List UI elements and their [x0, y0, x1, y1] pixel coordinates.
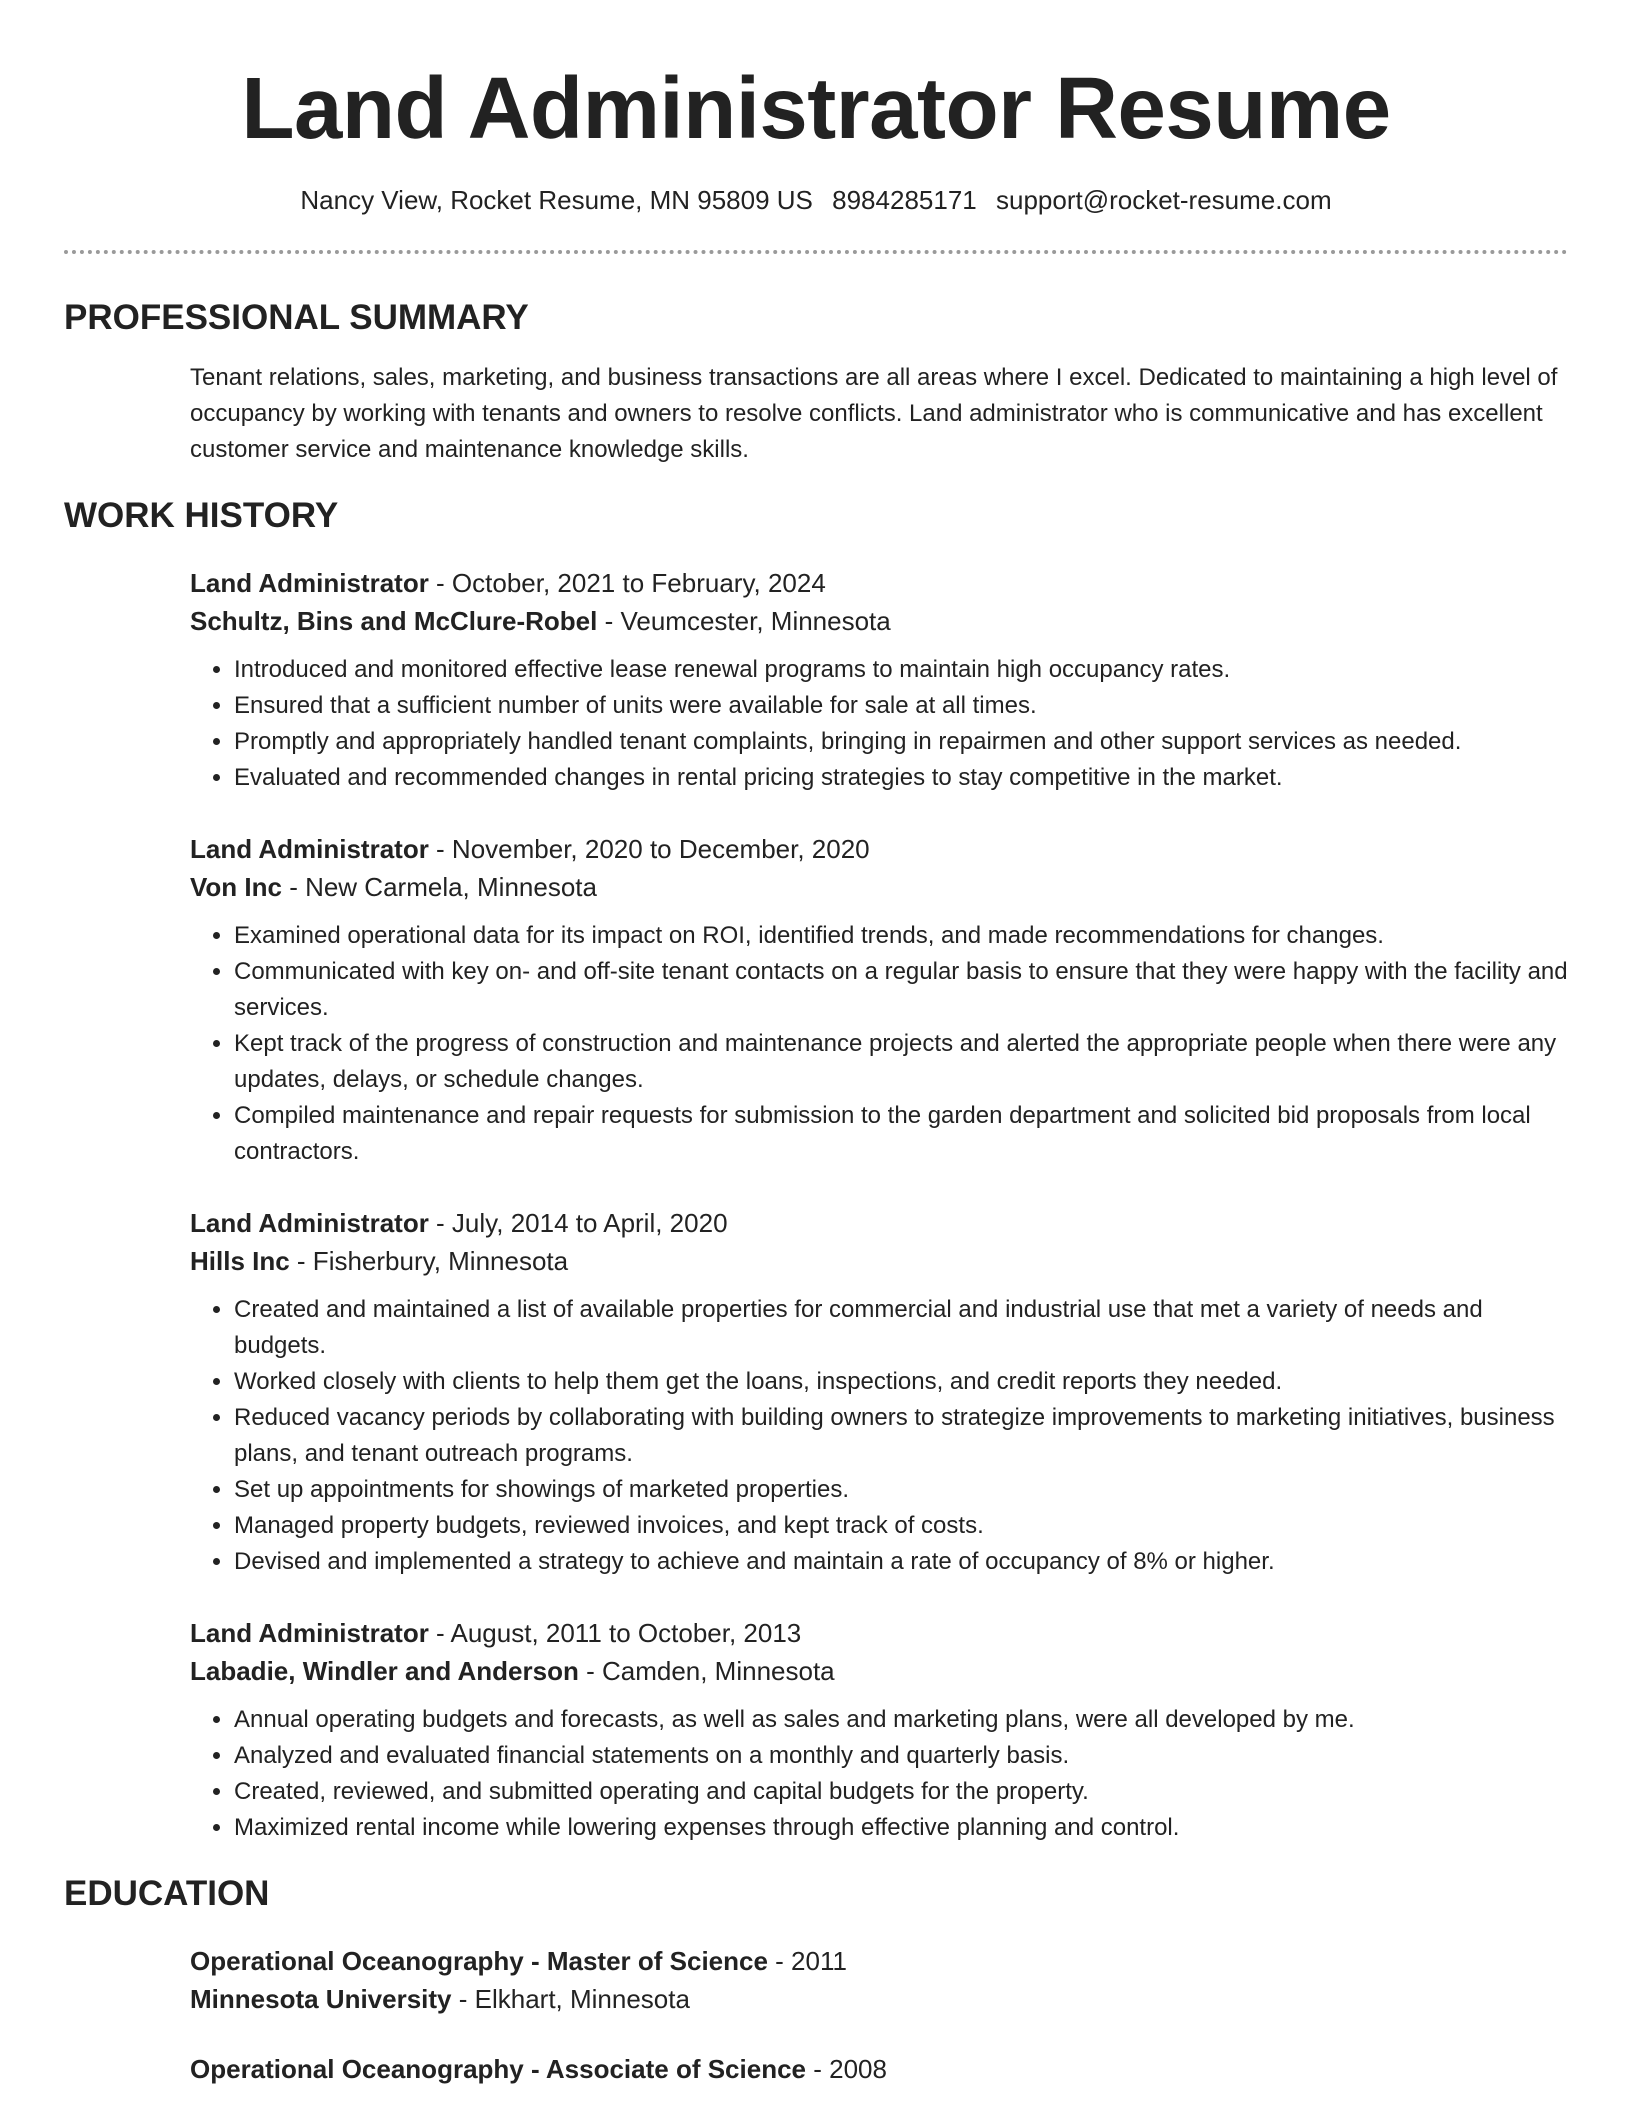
job-bullet: • Created, reviewed, and submitted operating and capital budgets for the property.	[234, 1774, 1574, 1810]
job-dates: - August, 2011 to October, 2013	[428, 1618, 802, 1648]
job-entry	[190, 1614, 1568, 1846]
job-bullet: • Ensured that a sufficient number of units were available for sale at all times.	[234, 688, 1574, 724]
job-title-line	[190, 564, 1568, 602]
education-degree-line	[190, 2050, 1568, 2088]
job-dates: - November, 2020 to December, 2020	[428, 834, 870, 864]
job-title: Land Administrator	[190, 1618, 429, 1648]
job-title: Land Administrator	[190, 568, 429, 598]
education-degree: Operational Oceanography - Master of Science	[190, 1946, 768, 1976]
job-bullet: • Kept track of the progress of construction and maintenance projects and alerted the appropriate people when there were any updates, delays, or schedule changes.	[234, 1026, 1574, 1098]
job-bullet: • Introduced and monitored effective lease renewal programs to maintain high occupancy rates.	[234, 652, 1574, 688]
job-company: Schultz, Bins and McClure-Robel	[190, 606, 598, 636]
job-bullet: • Devised and implemented a strategy to achieve and maintain a rate of occupancy of 8% or higher.	[234, 1544, 1574, 1580]
job-entry	[190, 564, 1568, 796]
job-bullet: • Maximized rental income while lowering expenses through effective planning and control.	[234, 1810, 1574, 1846]
job-bullets	[190, 652, 1574, 796]
job-location: - Camden, Minnesota	[578, 1656, 835, 1686]
job-company: Von Inc	[190, 872, 282, 902]
resume-page	[64, 0, 1568, 2088]
job-bullets	[190, 1702, 1574, 1846]
job-bullet: • Created and maintained a list of available properties for commercial and industrial use that met a variety of needs and budgets.	[234, 1292, 1574, 1364]
job-bullet: • Examined operational data for its impact on ROI, identified trends, and made recommendations for changes.	[234, 918, 1574, 954]
contact-address: Nancy View, Rocket Resume, MN 95809 US	[300, 185, 813, 215]
contact-line	[64, 182, 1568, 218]
job-dates: - October, 2021 to February, 2024	[428, 568, 826, 598]
job-title-line	[190, 1614, 1568, 1652]
contact-phone: 8984285171	[832, 185, 977, 215]
summary-text: Tenant relations, sales, marketing, and business transactions are all areas where I excel. Dedicated to maintaining a high level of occupancy by working with tenants and owners to resolve conflicts. Land administrator who is communicative and has excellent customer service and maintenance knowledge skills.	[190, 364, 1558, 463]
education-heading: EDUCATION	[64, 1874, 270, 1913]
job-bullet: • Set up appointments for showings of marketed properties.	[234, 1472, 1574, 1508]
job-company-line	[190, 602, 1568, 640]
education-school: Minnesota University	[190, 1984, 452, 2014]
summary-heading: PROFESSIONAL SUMMARY	[64, 298, 529, 337]
job-location: - Veumcester, Minnesota	[597, 606, 891, 636]
job-company: Hills Inc	[190, 1246, 290, 1276]
resume-title: Land Administrator Resume	[241, 60, 1391, 157]
education-year: - 2008	[806, 2054, 887, 2084]
education-degree: Operational Oceanography - Associate of Science	[190, 2054, 807, 2084]
job-bullet: • Worked closely with clients to help them get the loans, inspections, and credit reports they needed.	[234, 1364, 1574, 1400]
education-entry	[190, 1942, 1568, 2018]
job-bullet: • Analyzed and evaluated financial statements on a monthly and quarterly basis.	[234, 1738, 1574, 1774]
job-location: - New Carmela, Minnesota	[281, 872, 597, 902]
job-bullets	[190, 1292, 1574, 1580]
job-bullet: • Promptly and appropriately handled tenant complaints, bringing in repairmen and other support services as needed.	[234, 724, 1574, 760]
education-location: - Elkhart, Minnesota	[451, 1984, 690, 2014]
job-title-line	[190, 1204, 1568, 1242]
job-entry	[190, 830, 1568, 1170]
education-degree-line	[190, 1942, 1568, 1980]
job-dates: - July, 2014 to April, 2020	[428, 1208, 728, 1238]
job-title: Land Administrator	[190, 1208, 429, 1238]
job-company-line	[190, 1652, 1568, 1690]
job-bullet: • Evaluated and recommended changes in rental pricing strategies to stay competitive in the market.	[234, 760, 1574, 796]
job-bullet: • Reduced vacancy periods by collaborating with building owners to strategize improvements to marketing initiatives, business plans, and tenant outreach programs.	[234, 1400, 1574, 1472]
education-school-line	[190, 1980, 1568, 2018]
job-bullet: • Compiled maintenance and repair requests for submission to the garden department and solicited bid proposals from local contractors.	[234, 1098, 1574, 1170]
work-history-heading: WORK HISTORY	[64, 496, 339, 535]
job-company: Labadie, Windler and Anderson	[190, 1656, 579, 1686]
job-title-line	[190, 830, 1568, 868]
job-company-line	[190, 868, 1568, 906]
job-company-line	[190, 1242, 1568, 1280]
education-year: - 2011	[767, 1946, 847, 1976]
job-bullets	[190, 918, 1574, 1170]
header-divider	[64, 250, 1568, 254]
job-entry	[190, 1204, 1568, 1580]
education-entry	[190, 2050, 1568, 2088]
job-location: - Fisherbury, Minnesota	[289, 1246, 569, 1276]
job-bullet: • Communicated with key on- and off-site tenant contacts on a regular basis to ensure that they were happy with the facility and services.	[234, 954, 1574, 1026]
job-bullet: • Annual operating budgets and forecasts, as well as sales and marketing plans, were all developed by me.	[234, 1702, 1574, 1738]
job-bullet: • Managed property budgets, reviewed invoices, and kept track of costs.	[234, 1508, 1574, 1544]
job-title: Land Administrator	[190, 834, 429, 864]
contact-email: support@rocket-resume.com	[995, 185, 1332, 215]
